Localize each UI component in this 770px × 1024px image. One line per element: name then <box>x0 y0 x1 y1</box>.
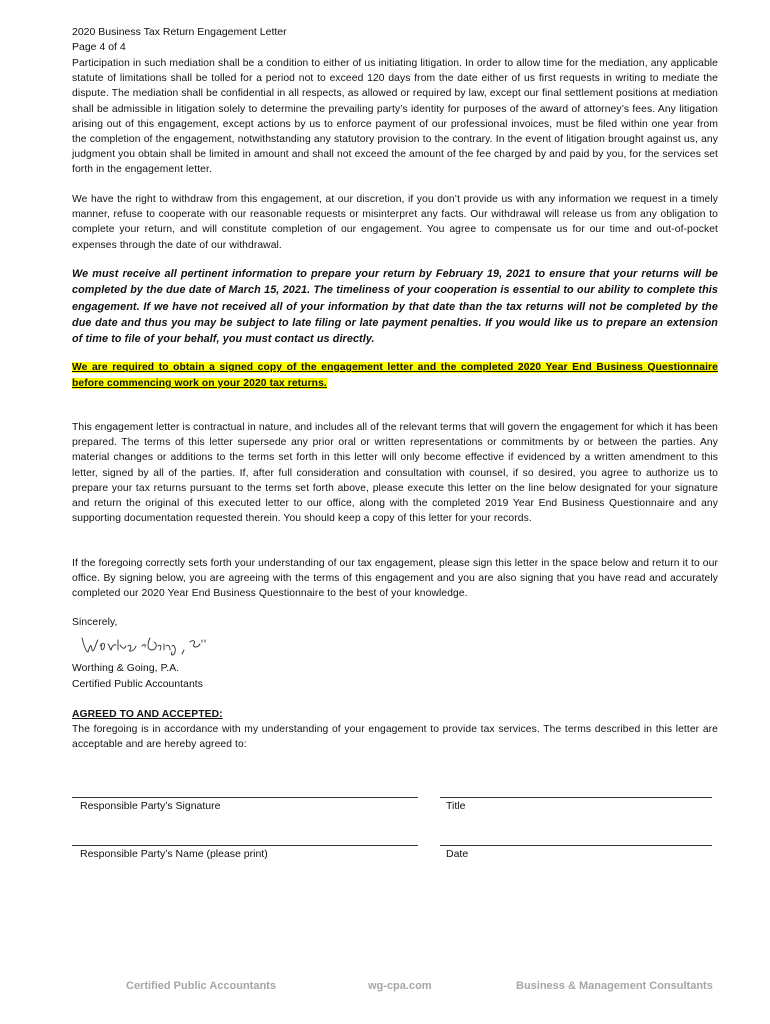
title-label: Title <box>446 800 466 812</box>
requirement-highlight: We are required to obtain a signed copy of the engagement letter and the completed 2020 Year End Business Questionnaire before commencing work on your 2020 tax returns. <box>72 362 718 389</box>
page-number: Page 4 of 4 <box>72 41 126 53</box>
agreed-text: The foregoing is in accordance with my understanding of your engagement to provide tax services. The terms described in this letter are acceptable and are hereby agreed to: <box>72 724 718 751</box>
firm-title: Certified Public Accountants <box>72 679 204 690</box>
deadline-paragraph: We must receive all pertinent information to prepare your return by February 19, 2021 to ensure that your returns will be completed by the due date of March 15, 2021. The timeliness of your cooperation is essential to our ability to complete this engagement. If we have not received all of your information by that date than the tax returns will not be completed by the due date and thus you may be subject to late filing or late payment penalties. If you would like us to prepare an extension of time to file of your behalf, you must contact us directly. <box>72 268 718 346</box>
footer-left: Certified Public Accountants <box>126 980 276 992</box>
agreed-heading <box>72 707 718 722</box>
name-label: Responsible Party’s Name (please print) <box>80 848 268 860</box>
title-line[interactable] <box>440 797 712 798</box>
document-title: 2020 Business Tax Return Engagement Letter <box>72 26 287 38</box>
name-line[interactable] <box>72 845 418 846</box>
agreed-heading-text: AGREED TO AND ACCEPTED: <box>72 709 223 720</box>
closing-salutation: Sincerely, <box>72 617 118 628</box>
contract-paragraph: This engagement letter is contractual in nature, and includes all of the relevant terms that will govern the engagement for which it has been prepared. The terms of this letter supersede any prior oral or written representations or commitments by or between the parties. Any material changes or additions to the terms set forth in this letter will only become effective if evidenced by a written amendment to this letter, signed by all of the parties. If, after full consideration and consultation with counsel, if so desired, you agree to authorize us to prepare your tax returns pursuant to the terms set forth above, please execute this letter on the line below designated for your signature and return the original of this executed letter to our office, along with the completed 2019 Year End Business Questionnaire and any supporting documentation requested therein. You should keep a copy of this letter for your records. <box>72 422 718 525</box>
requirement-paragraph <box>72 360 718 392</box>
date-line[interactable] <box>440 845 712 846</box>
firm-name: Worthing & Going, P.A. <box>72 663 180 674</box>
signature-label: Responsible Party’s Signature <box>80 800 221 812</box>
date-label: Date <box>446 848 469 860</box>
footer-website[interactable]: wg-cpa.com <box>368 980 432 992</box>
footer-right: Business & Management Consultants <box>516 980 713 992</box>
withdrawal-paragraph: We have the right to withdraw from this engagement, at our discretion, if you don’t provide us with any information we request in a timely manner, refuse to cooperate with our reasonable requests or misinterpret any facts. Our withdrawal will release us from any obligation to complete your return, and will constitute completion of our engagement. You agree to compensate us for our time and out-of-pocket expenses through the date of our withdrawal. <box>72 194 718 251</box>
mediation-paragraph: Participation in such mediation shall be a condition to either of us initiating litigation. In order to allow time for the mediation, any applicable statute of limitations shall be tolled for a period not to exceed 120 days from the date either of us first requests in writing to mediate the dispute. The mediation shall be confidential in all respects, as allowed or required by law, except our final settlement positions at mediation shall be admissible in litigation solely to determine the prevailing party’s identity for purposes of the award of attorney’s fees. Any litigation arising out of this engagement, except actions by us to enforce payment of our professional invoices, must be filed within one year from the completion of the engagement, notwithstanding any statutory provision to the contrary. In the event of litigation brought against us, any judgment you obtain shall be limited in amount and shall not exceed the amount of the fee charged by and paid by you, for the services set forth in the engagement letter. <box>72 58 718 176</box>
signature-line[interactable] <box>72 797 418 798</box>
firm-signature <box>80 632 210 658</box>
foregoing-paragraph: If the foregoing correctly sets forth your understanding of our tax engagement, please sign this letter in the space below and return it to our office. By signing below, you are agreeing with the terms of this engagement and you are also signing that you have read and accurately completed our 2020 Year End Business Questionnaire to the best of your knowledge. <box>72 558 718 600</box>
